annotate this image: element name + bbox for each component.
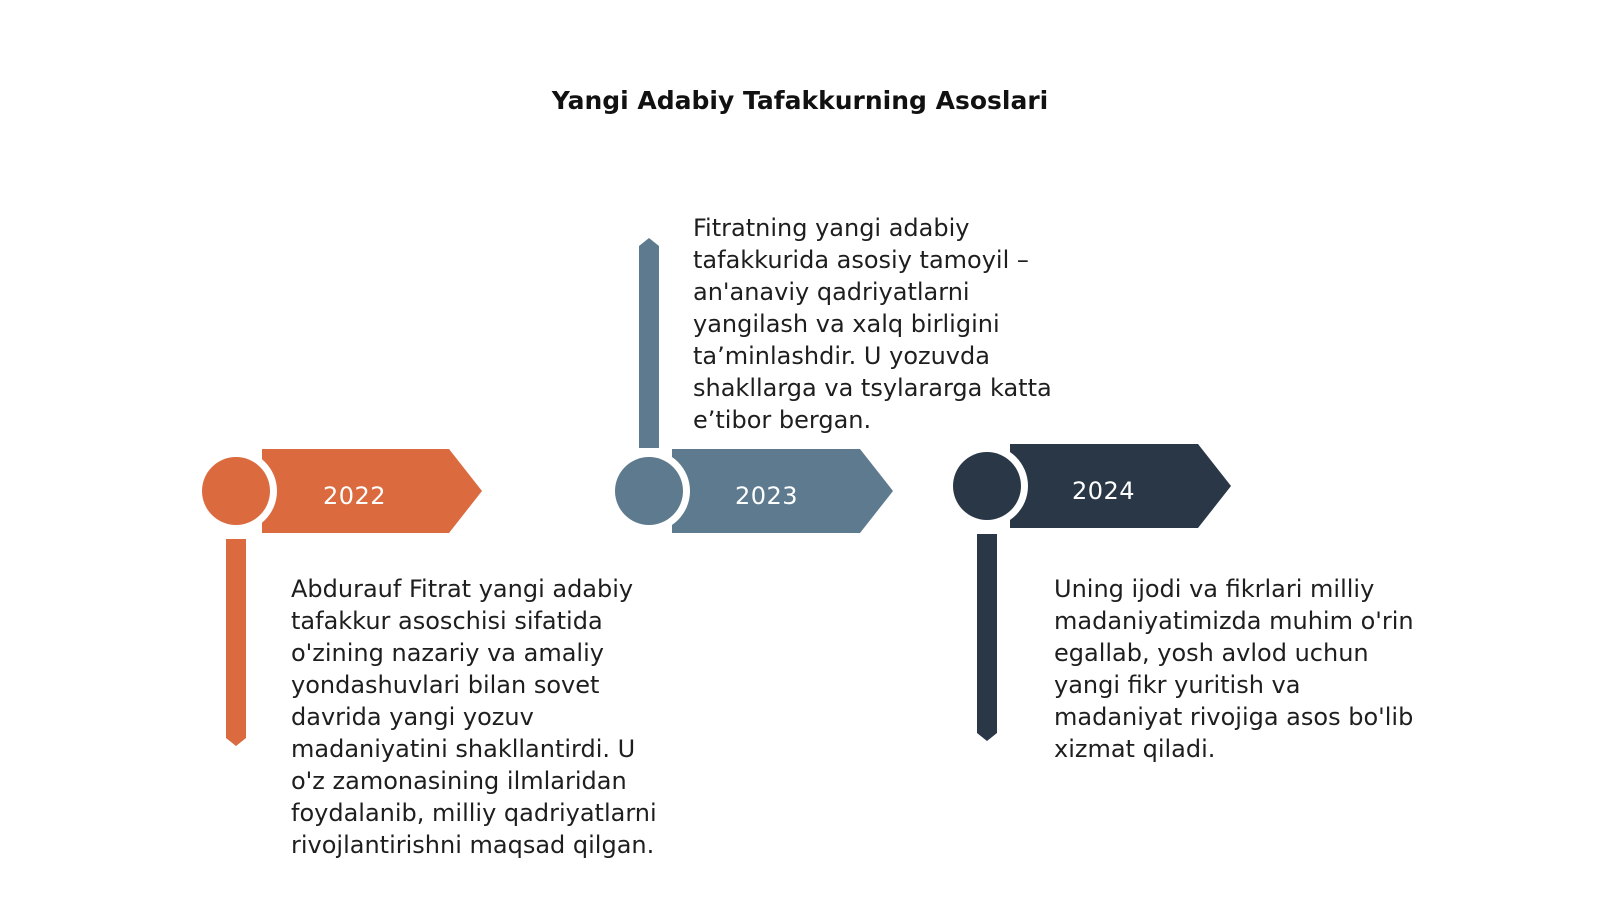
year-label-2023: 2023	[735, 482, 799, 510]
marker-circle-2023	[615, 457, 683, 525]
milestone-2023-text: Fitratning yangi adabiy tafakkurida asosiy tamoyil – an'anaviy qadriyatlarni yangilash va xalq birligini ta’minlashdir. U yozuvda shakllarga va tsylararga katta e’tibor bergan.	[693, 214, 1052, 434]
slide-title: Yangi Adabiy Tafakkurning Asoslari	[551, 86, 1049, 115]
milestone-2024-text: Uning ijodi va fikrlari milliy madaniyatimizda muhim o'rin egallab, yosh avlod uchun yangi fikr yuritish va madaniyat rivojiga asos bo'lib xizmat qiladi.	[1054, 575, 1414, 763]
year-label-2022: 2022	[323, 482, 387, 510]
connector-bar-2023	[639, 238, 659, 448]
marker-circle-2024	[953, 452, 1021, 520]
year-label-2024: 2024	[1072, 477, 1136, 505]
marker-circle-2022	[202, 457, 270, 525]
milestone-2022-text: Abdurauf Fitrat yangi adabiy tafakkur asoschisi sifatida o'zining nazariy va amaliy yondashuvlari bilan sovet davrida yangi yozuv madaniyatini shakllantirdi. U o'z zamonasining ilmlaridan foydalanib, milliy qadriyatlarni rivojlantirishni maqsad qilgan.	[291, 575, 657, 859]
connector-bar-2024	[977, 534, 997, 741]
connector-bar-2022	[226, 539, 246, 746]
